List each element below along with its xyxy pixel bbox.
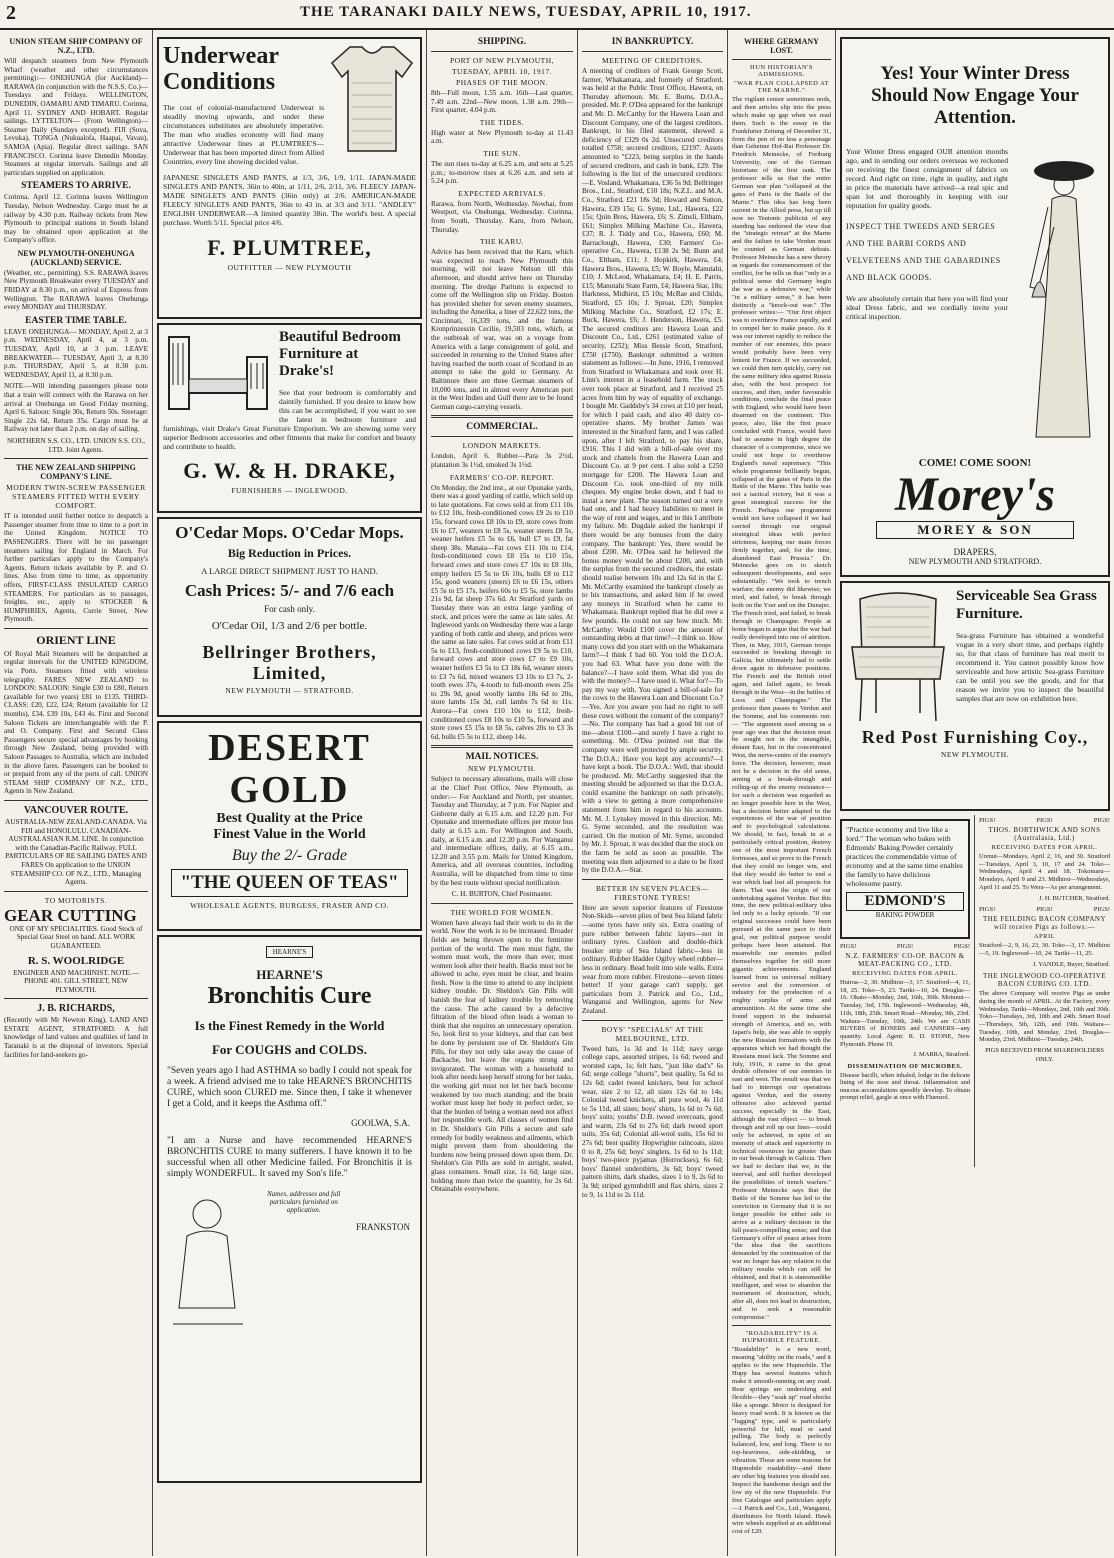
pigs-label: PIGS! [979,817,996,824]
dress-inspect: INSPECT THE TWEEDS AND SERGES AND THE BARBI CORDS AND VELVETEENS AND THE GABARDINES AND BLACK GOODS. [846,222,1001,282]
ocedar-sub: Big Reduction in Prices. [227,546,352,560]
easter-body: LEAVE ONEHUNGA— MONDAY, April 2, at 3 p.m. WEDNESDAY, April 4, at 3 p.m. TUESDAY, April 10, at 3 p.m. LEAVE BREAKWATER— TUESDAY, April 3, at 8.30 p.m. THURSDAY, April 5, at 8.30 p.m. WEDNESDAY, April 11, at 8.30 p.m. [4,327,148,379]
come-soon: COME! COME SOON! [918,457,1032,469]
bedroom-title: Beautiful Bedroom Furniture at Drake's! [279,329,401,379]
germany-sub: HUN HISTORIAN'S ADMISSIONS. [750,64,813,78]
divider [582,51,723,52]
column-germany-article [727,30,835,1556]
arrivals-body: Rarawa, from North, Wednesday. Nowhai, from Westport, via Onehunga, Wednesday. Corinna, from South, Thursday. Karu, from Nelson, Thursday. [431,199,573,234]
pigs-banner [979,906,1110,913]
meeting-heading: MEETING OF CREDITORS. [602,56,703,65]
women-heading: THE WORLD FOR WOMEN. [450,907,554,917]
vancouver-heading: VANCOUVER ROUTE. [23,804,129,816]
divider [431,51,573,52]
farmers-heading: FARMERS' CO-OP. REPORT. [449,472,555,482]
bankruptcy-body: A meeting of creditors of Frank George Scott, farmer, Whakamara, and formerly of Stratford, was held at the Public Trust Office, Hawera, on Thursday afternoon. Mr. E. Burns, D.O.A., presided. Mr. P. O'Dea appeared for the bankrupt and Mr. D. McCarthy for the Hawera Loan and Discount Company, one of the largest creditors. Bankrupt, in his filed statement, showed a deficiency of £329 0s 2d. Unsecured creditors totalled £758; secured creditors, £2197. Assets amounted to "£223, being surplus in the hands of secured creditors, and cash in bank, £29. The following is the list of the unsecured creditors:—E. Vosland, Whakamara, £36 5s 9d; Bellringer Bros., Ltd., Stratford, £10 18s; N.Z.L. and M.A. Co., Stratford, £21 18s 3d; Howard and Sutton, Hawera, £39 15s; G. Syme, Ltd., Hawera, £22 15s; Quin Bros, Hawera, £6; S. Zimsli, Eltham, £61; Simplex Milking Machine Co., Hawera, £37; R. J. Tiddy and Co., Hawera, £60; M. Barraclough, Hawera, £30; Farmers' Co-operative Co., Hawera, £138 2s 9d; Bunn and Co., Eltham, £11; J. Hopkirk, Hawera, £4; Hawera Bros., Hawera, £5; W. Boyle, Manutahi, £10; J. McLeod, Whakamara, £4; H. E. Parris, £15; Manutahi State Farm, £4; Hawera Star, 18s; Harkness, Midhirst, £5 10s; McRae and Childs, Stratford, £5 10s; J. Sproat, £20; Simplex Milking Machine Co., Stratford, £2 17s; E. Buck, Hawera, £6; J. Henderson, Hawera, £5. The secured creditors are: Hawera Loan and Discount Co., Ltd., £261 (estimated value of security, £252); Miss Bessie Scott, Stratford, £750 (£750). Bankrupt submitted a written statement as follows:—In June, 1916, I removed from Stratford to Whakamara and took over H. Linn's interest in a leasehold farm. The stock over took place at Stratford, and I received 25 acres from him by way of equality of exchange. I bought Mr. Gaddsby's 34 cows at £10 per head, for which I paid cash, and also 40 dairy co-operative shares. My brother James was interested in the Stratford farm, and I was called upon, after I left Stratford, to pay his share, £916. This I did with a bill-of-sale over my stock and chattels from the Hawera Loan and Discount Co. at 9 per cent. I also sold a £250 mortgage for £200. The Hawera Loan and Discount Co. took one-third of my milk cheques. My engine broke down, and I had to instal a new plant. The season turned out a very bad one, and I had heavy liabilities to meet in the way of rent and wages, and to this I attribute my failure. Mr. Dugdale asked the bankrupt if there would be any bonuses from the dairy company. The bankrupt: Yes, there would be about £200. Mr. O'Dea said he believed the bonus money would be about £200, and, with the surplus from the secured creditors, the estate should realise between 10s and 12s 6d in the £. Mr. McCarthy examined the bankrupt closely as to his transactions, and asked him if he owed any moneys in Stratford when he came to Whakamara. Bankrupt replied that he did owe a few pounds. He could not say how much. Mr. McCarthy: Would £100 cover the amount of outstanding debts at that time?—I think so. How many cows did you start with on the Whakamara farm?—I think I had 60. You told the D.O.A. you had 63. What have you done with the balance?—I have sold them. What did you do with the money?—I have used it. What for?—To pay my way with. You signed a bill-of-sale for the cows to the Hawera Loan and Discount Co.?—Yes. Are you aware you had no right to sell these cows without the consent of the company?—No. The company has had a good bit out of me—about £100—and surely I have a right to something. Mr. O'Dea pointed out that the company were well protected by ample security. The D.O.A.: Have you kept any accounts?—I have kept a book. The D.O.A.: Well, that should be produced. Mr. McCarthy suggested that the meeting should be adjourned so that the D.O.A. could examine the bankrupt on oath privately, with a view to getting a more comprehensive statement from him in regard to his accounts. Mr. M. J. Lynskey moved in this direction. Mr. G. Syme seconded, and the resolution was carried. On the motion of Mr. Syme, seconded by Mr. J. Sproat, it was decided that the stock on the farm be sold as soon as possible. The meeting was then adjourned to a date to be fixed by the D.O.A.—Star. [582,67,723,875]
karu-heading: THE KARU. [479,237,525,247]
woolridge-name: R. S. WOOLRIDGE [27,954,125,967]
drapers-location: NEW PLYMOUTH AND STRATFORD. [908,557,1042,566]
inglewood-signature: PIGS RECEIVED FROM SHAREHOLDERS ONLY. [985,1047,1104,1063]
hearne-coughs-colds: For COUGHS and COLDS. [211,1042,368,1057]
firestone-body: Here are seven superior features of Firestone Non-Skids—seven plies of best Sea Island fabric—some tyres have only six. Extra coating of pure rubber between fabric layers—not in ordinary tyres. Cushion and double-thick breaker strip of Sea Island fabric—less in ordinary. Rubber Hadder Ogilvy wheel rubber—less in ordinary. Bead built into side walls. Extra wear from more rubber. Firestone—seven times better! If your garage can't supply, get particulars from J. Patrick and Co., Ltd., Wanganui and Wellington, agents for New Zealand. [582,903,723,1015]
singlet-illustration-icon [328,43,416,155]
newspaper-title: THE TARANAKI DAILY NEWS, TUESDAY, APRIL 10, 1917. [300,4,752,20]
edmonds-body: "Practice economy and live like a lord." The woman who bakes with Edmonds' Baking Powder certainly practices the commendable virtue of economy and at the same time enables the family to have delicious wholesome pastry. [846,825,963,888]
drake-name: G. W. & H. DRAKE, [183,458,396,483]
sea-grass-advert [840,581,1110,811]
borthwick-heading: THOS. BORTHWICK AND SONS (Australasia, Ltd.) [988,826,1101,842]
divider [431,436,573,437]
desert-gold-agents: WHOLESALE AGENTS, BURGESS, FRASER AND CO. [190,901,389,910]
wicker-chair-illustration-icon [846,587,950,727]
orient-body: Of Royal Mail Steamers will be despatched at regular intervals for the UNITED KINGDOM, via Ports. Steamers fitted with wireless telegraphy. FARES NEW ZEALAND to LONDON: SALOON: Single £30 to £80, Return (available for two years) £81 to £135. THIRD-CLASS: £20, £22, £24; Return (available for 12 months), £34, £39 10s, £43 4s. First and Second Saloon Tickets are interchangeable with the P. and O. Company. First and Second Class Passengers secure special advantages by booking through New Zealand, being provided with Saloon Passages to Australia, which are included in the above fares. Passengers can be booked to or prepaid from any of the ports of call. UNION STEAM SHIP COMPANY OF N.Z., LTD., Agents in New Zealand. [4,649,148,796]
morey-son-banner: MOREY & SON [876,521,1074,539]
moon-heading: PHASES OF THE MOON. [456,78,548,87]
column-bankruptcy [577,30,727,1556]
feilding-signature: J. YANDLE, Buyer, Stratford. [1032,960,1110,968]
moon-body: 8th—Full moon, 1.55 a.m. 16th—Last quarter, 7.49 a.m. 22nd—New moon, 1.38 a.m. 29th—First quarter, 4.04 p.m. [431,89,573,115]
gear-cutting-body: ONE OF MY SPECIALITIES. Good Stock of Special Gear Steel on hand. ALL WORK GUARANTEED. [9,924,143,950]
desert-gold-line1: Best Quality at the Price [216,811,363,826]
divider [431,415,573,418]
inglewood-body: The above Company will receive Pigs as under during the month of APRIL. At the Factory, every Wednesday. Tariki—Mondays, 2nd, 16th and 30th. Toko—Tuesdays, 3rd, 10th and 24th. Smart Road—Thursdays, 5th, 12th, and 19th. Waitara—Tuesday, 10th, and Monday, 23rd. Douglas—Monday, 23rd. Midhirst—Tuesday, 24th. [979,990,1110,1044]
desert-gold-advert [157,721,422,931]
bellringer-sub: NEW PLYMOUTH — STRATFORD. [225,686,354,695]
richards-body: (Recently with Mr Newton King), LAND AND ESTATE AGENT, STRATFORD. A full knowledge of land values and qualities of land in Taranaki is at the disposal of investors. Special facilities for land-seekers go- [4,1016,148,1059]
divider [4,800,148,801]
motorists-heading: TO MOTORISTS. [44,895,108,905]
pigs-label: PIGS! [1036,906,1053,914]
masthead [0,0,1114,30]
mail-heading: MAIL NOTICES. [465,752,539,763]
np-service-heading: NEW PLYMOUTH-ONEHUNGA (AUCKLAND) SERVICE. [17,248,135,267]
hearne-name: HEARNE'S [256,967,323,982]
orient-heading: ORIENT LINE [36,632,116,647]
ocedar-cash-only: For cash only. [264,604,315,614]
column-right-advertisements [835,30,1114,1556]
gear-cutting-heading: GEAR CUTTING [4,905,137,925]
london-body: London, April 6. Rubber—Para 3s 2½d, plantation 3s 1½d, smoked 3s 1½d. [431,452,573,469]
hearne-location-2: FRANKSTON [356,1222,410,1232]
borthwick-sub: RECEIVING DATES FOR APRIL. [991,844,1098,851]
dress-note: We are absolutely certain that here you will find your ideal Dress fabric, and we cordially invite your critical inspection. [846,294,1008,321]
divider [431,745,573,748]
karu-body: Advice has been received that the Karu, which was expected to reach New Plymouth this morning, will not leave Nelson till this afternoon, and should arrive here on Thursday morning. The dredge Paritutu is expected to come off the Wellington slip on Friday. Boston has provided shelter for seven enemy steamers, including the Amerika, a liner of 22,622 tons, the Cincinnati, 16,339 tons, and the famous Kronprinzessin Cecilie, 19,503 tons, which, at the outbreak of war, was on a voyage from America with a large consignment of gold, and succeeded in returning to the United States after having reached the north coast of Scotland in an attempt to take the gold to Germany. At Baltimore there are three German steamers of 10,000 tons, and in almost every American port in the West Indies and Gulf there are to be found German cargo-carrying vessels. [431,248,573,411]
borthwick-body: Urenui—Mondays, April 2, 16, and 30. Stratford—Tuesdays, April 3, 10, 17 and 24. Toko—Wednesdays, April 4 and 18. Tokomaru—Mondays, April 9 and 23. Midhirst—Wednesdays, April 11 and 25. To Wera—As per arrangement. [979,853,1110,891]
germany-heading: WHERE GERMANY LOST. [744,37,819,55]
pigs-label: PIGS! [1093,817,1110,824]
mail-new-plymouth: NEW PLYMOUTH. [467,764,537,774]
desert-gold-line2: Finest Value in the World [213,827,366,842]
vancouver-body: AUSTRALIA-NEW ZEALAND-CANADA. Via FIJI and HONOLULU. CANADIAN-AUSTRALASIAN R.M. LINE. In conjunction with the Canadian-Pacific Railway. FULL PARTICULARS OF RE SAILING DATES AND FARES On application to the UNION STEAMSHIP CO. OF N.Z., LTD., Managing Agents. [5,817,147,887]
red-post-name: Red Post Furnishing Coy., [861,727,1089,747]
drake-furniture-advert [157,323,422,513]
ocedar-cash-prices: Cash Prices: 5/- and 7/6 each [184,581,395,600]
nzfcb-heading: N.Z. FARMERS' CO-OP. BACON & MEAT-PACKING CO., LTD. [845,952,965,968]
red-post-location: NEW PLYMOUTH. [940,750,1010,759]
ocedar-shipment: A LARGE DIRECT SHIPMENT JUST TO HAND. [201,566,378,576]
easter-heading: EASTER TIME TABLE. [25,315,127,326]
arrive-heading: STEAMERS TO ARRIVE. [21,181,131,192]
bed-illustration-icon [163,329,273,415]
underwear-advert [157,37,422,319]
divider [4,458,148,459]
mail-signature: C. H. BURTON, Chief Postmaster. [451,890,553,899]
firestone-heading: BETTER IN SEVEN PLACES—FIRESTONE TYRES! [596,883,709,902]
divider [582,879,723,880]
tides-body: High water at New Plymouth to-day at 11.43 a.m. [431,128,573,146]
hearne-testimonial-1: "Seven years ago I had ASTHMA so badly I could not speak for a week. A friend advised me to take HEARNE'S BRONCHITIS CURE, which soon CURED me. Since then, I take it whenever I get a Cold, and it keeps the Asthma off." [167,1066,412,1109]
sun-heading: THE SUN. [483,148,521,158]
bellringer-name: Bellringer Brothers, Limited, [202,642,377,683]
nzsc-sub: MODERN TWIN-SCREW PASSENGER STEAMERS FITTED WITH EVERY COMFORT. [6,483,146,511]
mail-body: Subject to necessary alterations, mails will close at the Chief Post Office, New Plymouth, as under:— For Auckland and North, per steamer, Tuesday and Thursday, at 7 p.m. For Napier and Gisborne daily at 6.15 a.m. and 12.20 p.m. For Opunake and intermediate offices per motor bus daily at 6.15 a.m. For Wellington and South, daily, at 6.15 a.m. and 12.20 p.m. For Wanganui and intermediate offices, daily, at 6.15 a.m., 12.20 and 3.55 p.m. Mails for United Kingdom, America, and all overseas countries, including Australia, will be dispatched from time to time by the best route without special notification. [431,775,573,887]
dress-title: Yes! Your Winter Dress Should Now Engage Your Attention. [871,63,1079,128]
nzfcb-signature: J. MARRA, Stratford. [913,1051,971,1059]
sea-grass-body: Sea-grass Furniture has obtained a wonderful vogue in a very short time, and perhaps rightly so, for that class of furniture has real merit to recommend it. You cannot possibly know how serviceable and how artistic Sea-grass Furniture can be until you see the goods, and for that reason we invite you to inspect the beautiful samples that are now on exhibition here. [956,630,1104,703]
hearne-tag: HEARNE'S [266,946,314,958]
divider [431,903,573,904]
port-heading: PORT OF NEW PLYMOUTH, [449,56,555,65]
sea-grass-title: Serviceable Sea Grass Furniture. [956,588,1097,622]
inglewood-heading: THE INGLEWOOD CO-OPERATIVE BACON CURING CO. LTD. [982,972,1107,989]
ussc-body: Will despatch steamers from New Plymouth Wharf (weather and other circumstances permitting):— ONEHUNGA (for Auckland)— RARAWA (in conjunction with the N.S.S. Co.)—Tuesdays and Fridays. WELLINGTON, DUNEDIN, OAMARU AND TIMARU. Corinna, April 11. SYDNEY AND HOBART. Regular sailings. LYTTELTON— (From Wellington)— Steamer Daily (Sundays excepted). FIJI (Suva, Levuka), TONGA (Nukualofa, Haapai, Vavau), SAMOA (Apia). Regular direct sailings. SAN FRANCISCO. Corinna leave Dunedin Monday. Steamers at regular intervals. Sailings and all particulars supplied on application. [4,57,148,177]
plumtree-sub: OUTFITTER — NEW PLYMOUTH [227,262,352,272]
commercial-heading: COMMERCIAL. [466,422,538,433]
woolridge-body: ENGINEER AND MACHINIST. NOTE.—PHONE 401. GILL STREET, NEW PLYMOUTH. [13,968,139,994]
microbes-heading: DISSEMINATION OF MICROBES. [847,1062,963,1070]
divider [4,998,148,999]
edmonds-sub: BAKING POWDER [875,911,935,919]
pigs-label: PIGS! [896,943,914,950]
divider [582,1020,723,1021]
bedroom-body: See that your bedroom is comfortably and daintily furnished. If you desire to know how this can be accomplished, if you want to see the latest in bedroom furniture and furnishings, visit Drake's Great Furniture Emporium. We are showing some very superior Bedroom accessories and other fitments that make for comfort and beauty and contribute to health. [163,387,416,451]
farmers-body: On Monday, the 2nd inst., at our Opunake yards, there was a good yarding of cattle, which sold up to late quotations. Fat cows sold at from £11 10s to £12 10s, fresh-conditioned cows £9 2s to £10 15s, forward cows £8 10s to £9, store cows from £6 to £7, weaners to £8 5s, weaner steers £8 5s, weaner heifers £5 5s to £6, bull £7 to £9, fat sheep 38s. Manaia—Fat cows £11 10s to £14, fresh-conditioned cows £8 15s to £10 15s, forward cows and store cows £7 10s to £8 10s, empty heifers £5 5s to £6 10s, bulls £8 to £12 15s, good weaners (steers) £6 to £6 15s, others £5 5s to £5 17s, heifers 60s to £5 5s, store lambs 21s 9d, fat sheep 37s 6d. At Stratford yards on Tuesday there was an extra large yarding of stock, and prices were the same as late sales. At Inglewood yards on Wednesday there was a large yarding of both cattle and sheep, and prices were the same as late sales. Fat cows sold at from £11 5s to £13, fresh-conditioned cows £9 5s to £10, forward cows and store cows £7 to £9 10s, weaner heifers £3 5s to £3 18s 6d, weaner steers to £3 7s 6d, mixed weaners £3 10s to £3 7s, 2-tooth ewes 37s, 4-tooth to full-mouth ewes 25s to 29s 9d, good woolly lambs 18s 6d to 20s, store lambs 15s 3d, cull lambs 7s 6d to 11s. Aurora—Fat cows £10 10s to £12, fresh-conditioned cows £8 10s to £10 5s, forward and store cows £5 15s to £8 5s, calves 20s to £3 3s 6d, bulls £5 5s to £12, sheep 14s. [431,483,573,741]
feilding-sub: APRIL [1033,933,1056,941]
roadability-body: "Roadability" is a new word, meaning "ability on the roads," and it applies to the new Hupmobile. The Hupp has several features which make it smooth-running on any road. Rear springs are underslung and flexible—they "soak up" road shocks like a sponge. Motor is designed for heavy road work. It is known as the "lugging" type, and is particularly powerful for hill, mud or sand pulling. The body is perfectly balanced, low, and long. There is no top-heaviness, side-skidding, or vibration. These are some reasons for Hupmobile roadability—and there are other big features you should see. Inspect the handsome design and the low sty of the new Hupmobile. For free Catalogue and particulars apply—J. Patrick and Co., Ltd., Wanganui, distributors for North Island. Hawk wire wheels supplied at an additional cost of £20. [732,1346,831,1536]
nzfcb-sub: RECEIVING DATES FOR APRIL. [852,970,958,977]
divider [4,628,148,629]
underwear-items: JAPANESE SINGLETS AND PANTS, at 1/3, 3/6, 1/9, 1/11. JAPAN-MADE SINGLETS AND PANTS, 36in to 40in, at 1/11, 2/6, 2/11, 3/6. FLEECY JAPAN-MADE SINGLETS AND PANTS (36in only) at 2/6. AMERICAN-MADE FLEECY SINGLETS AND PANTS, 36in to 43 in. at 3/3 and 3/11. "ANDLEY" ENGLISH UNDERWEAR—A limited quantity 38in. The world's best. A special purchase. Worth 5/11. Special price 4/6. [163,173,416,227]
desert-gold-line3: Buy the 2/- Grade [231,847,348,864]
divider [4,891,148,892]
pigs-banner [840,943,970,950]
drake-sub: FURNISHERS — INGLEWOOD. [231,486,348,495]
divider [732,1325,831,1326]
divider [732,59,831,60]
ocedar-advert [157,517,422,717]
nzsc-body: IT is intended until further notice to despatch a Passenger steamer from time to time to a port in the United Kingdom. NOTICE TO PASSENGERS. There will be no passenger steamers sailing for England in March. For further particulars apply to the Company's Agents. Return tickets available by P. and O. lines. Also from time to time, as opportunity offers, FIRST-CLASS INSULATED CARGO STEAMERS. For particulars as to passages, freights, etc., apply to STOCKER & HUMPHRIES, Agents, Currie Street, New Plymouth. [4,512,148,624]
germany-sub2: "WAR PLAN COLLAPSED AT THE MARNE." [733,80,830,94]
hearne-sub: Is the Finest Remedy in the World [194,1018,385,1033]
dress-body: Your Winter Dress engaged OUR attention months ago, and in sending our orders overseas we reckoned on receiving the finest consignment of fabrics on record. And right on time, right in quality, and right in price the materials have arrived—a real spic and span lot and thoroughly in keeping with our reputation for quality goods. [846,147,1008,210]
pigs-label: PIGS! [1093,906,1110,914]
desert-gold-line4: "THE QUEEN OF TEAS" [171,869,408,897]
feilding-body: Stratford—2, 9, 16, 23, 30. Toko—3, 17. Midhirst—5, 19. Inglewood—10, 24. Tariki—11, 25. [979,942,1110,957]
underwear-body: The cost of colonial-manufactured Underwear is steadily moving upwards, and under these circumstances substitutes are absolutely imperative. The man who studies economy will find many attractive Underwear lines at PLUMTREE'S—Underwear that has been imported direct from Allied Countries, every line showing decided value. [163,102,324,166]
pigs-label: PIGS! [1036,817,1053,824]
column-advertisements [152,30,426,1556]
pigs-label: PIGS! [979,906,996,914]
woman-figure-illustration-icon [1012,147,1104,457]
hearne-note: Names, addresses and full particulars furnished on application. [267,1190,341,1214]
tides-heading: THE TIDES. [479,117,525,127]
column-shipping-commercial [426,30,577,1556]
sun-body: The sun rises to-day at 6.25 a.m. and sets at 5.25 p.m.; to-morrow rises at 6.26 a.m. and sets at 5.24 p.m. [431,159,573,186]
london-heading: LONDON MARKETS. [462,441,542,451]
bankruptcy-heading: IN BANKRUPTCY. [611,37,694,47]
richards-name: J. B. RICHARDS, [37,1003,115,1015]
borthwick-signature: J. H. BUTCHER, Stratford. [1039,894,1110,902]
pigs-label: PIGS! [840,943,857,950]
lower-right-ads [974,815,1110,1167]
note-body: NOTE.—Will intending passengers please note that a train will connect with the Rarawa on her arrival at Onehunga on Good Friday morning, April 6. Saloon: Single 30s, Return 50s. Steerage: Single 22s 6d, Return 35s. Cargo must be at Railway not later than 2 p.m. on day of sailing. [4,382,148,434]
boys-body: Tweed hats, 1s 3d and 1s 11d; navy serge college caps, assorted stripes, 1s 6d; tweed and worsted caps, 1s; felt hats, "just like dad's" 6s 6d; serge college "shorts", best quality, 5s 6d to 12s 6d; cadet tweed knickers, best for school wear, size 2 to 12, all sizes 12s 6d to 14s; Colonial tweed knickers, all pure wool, 4s 11d to 5s 11d, all sizes; boys' shirts, 1s 6d to 7s 6d; boys' suits; youths' D.B. tweed overcoats, good and warm, 23s 6d to 27s 6d; dark tweed sport suits, 35s 6d; Colonial all-wool suits, 15s 6d to 27s 6d; best quality Hopwrighte raincoats, sizes 0 to 8, 25s 6d; boys' singlets, 1s 6d to 1s 11d; boys' two-piece pyjamas (Horrockses), 6s 6d; boys' flannel undershirts, 3s 6d; boys' tweed pattern shirts, dark shades, sizes 1 to 9, 2s 6d to 3s 9d; striped gymnbdrill and flax shirts, sizes 2 to 9, 1s 11d to 2s 11d. [582,1044,723,1199]
hearne-location-1: GOOLWA, S.A. [351,1118,410,1128]
arrive-body: Corinna, April 12. Corinna leaves Wellington Tuesday, Nelson Wednesday. Cargo must be at railway by 4.30 p.m. Railway tickets from New Plymouth to principal stations in South Island may be obtained upon application at the Company's office. [4,193,148,245]
northern-agents: NORTHERN S.S. CO., LTD. UNION S.S. CO., LTD. Joint Agents. [6,436,146,454]
edmonds-logo: EDMOND'S [846,892,964,911]
winter-dress-advert [840,37,1110,577]
boys-heading: BOYS' "SPECIALS" AT THE MELBOURNE, LTD. [601,1024,704,1043]
feilding-heading: THE FEILDING BACON COMPANY will receive Pigs as follows:— [983,915,1106,932]
underwear-title: Underwear Conditions [163,43,279,95]
arrivals-heading: EXPECTED ARRIVALS. [458,188,546,198]
port-date: TUESDAY, APRIL 10, 1917. [451,67,553,76]
shipping-heading: SHIPPING. [477,37,527,47]
hearne-testimonial-2: "I am a Nurse and have recommended HEARNE'S BRONCHITIS CURE to many sufferers. I have known it to be successful when all other Medicine failed. For Bronchitis it is simply WONDERFUL. It saved my Son's life." [167,1136,412,1179]
microbes-body: Disease bacilli, when inhaled, lodge in the delicate lining of the nose and throat. Inflammation and mucous accumulations speedily develop. To obtain prompt relief, gargle at once with Fluenzol. [840,1071,971,1102]
hearne-advert [157,935,422,1483]
page-number: 2 [6,2,16,24]
ussc-heading: UNION STEAM SHIP COMPANY OF N.Z., LTD. [9,37,143,55]
desert-gold-title: DESERT GOLD [208,727,371,811]
pigs-label: PIGS! [953,943,971,950]
nzfcb-body: Huiroa—2, 30. Midhirst—3, 17. Stratford—4, 11, 18, 25. Toko—5, 23. Tariki—10, 24. Douglas—16. Okato—Monday, 2nd, 16th, 30th. Motunui—Tuesday, 3rd, 17th. Inglewood—Wednesday, 4th, 11th, 18th, 25th. Smart Road—Monday, 9th, 23rd. Waitara—Tuesday, 10th, 24th. We are CASH BUYERS of BONERS and CANNERS—any quantity. Local Agent: R. D. STONE, New Plymouth. Phone 19. [840,979,971,1048]
ocedar-title: O'Cedar Mops. O'Cedar Mops. [175,523,404,542]
pigs-banner [979,817,1110,824]
ocedar-oil: O'Cedar Oil, 1/3 and 2/6 per bottle. [211,620,368,632]
nzsc-heading: THE NEW ZEALAND SHIPPING COMPANY'S LINE. [16,463,136,482]
edmonds-advert [840,819,970,939]
women-body: Women have always had their work to do in the world. Now the work is to be increased. Broader fields are being thrown open to the feminine portion of the world. The men must fight, the women must work, the more than ever, must women look after their health. Backs must not be allowed to ache, eyes must be clear, and brains fresh. Now is the time to attend to any incipient kidney trouble. Dr. Sheldon's Gin Pills will banish the fear of kidney trouble by removing the cause. The ache caused by a defective filtration of the blood often leads a woman to think that she requires an unnecessary operation. So, look first to your kidneys, and that can best be done by persistent use of Dr. Sheldon's Gin Pills, for they not only take away the cause of Backache, but leave the organs strong and invigorated. The woman with a household to look after needs keep herself strong for her tasks, the working girl must not let her back become weakened by too much standing; and the brain worker must keep her body in perfect order, so that the burden of being a woman need not affect her responsible work. All classes of women find in Dr. Sheldon's Gin Pills a secure and safe remedy for bodily weakness and ailments, which might prevent them from shouldering the burdens now being pressed down upon them. Dr. Sheldon's Gin Pills are sold in airtight, sealed, glass containers. Small size, 1s 6d; large size, holding more than twice the quantity, for 2s 6d. Obtainable everywhere. [431,918,573,1194]
lower-ad-grid [840,815,1110,1167]
hearne-title: Bronchitis Cure [207,983,372,1009]
germany-body: The vigilant censor sometimes nods, and then articles slip into the press which make up gap when we read them. Such is the essay in the Frankfurter Zeitung of December 31, from the pen of no less a personage than Geheime Hof-Rat Professor Dr. Friedrich Meinecke, of Freiburg University, one of the German historians of the first rank. The professor tells us that the entire German war plan "collapsed at the gates of Paris in the Battle of the Marne." This idea has long been current in the Allied press, but up till now no Teutonic publicist of any standing has endorsed the view that the "strategic retreat" at the Marne and the failure to take Verdun must be counted as German defeats. Professor Meinecke has a new theory as regards the commencement of the conflict, for he tells us that "only in a political sense did Germany begin the war as a defensive war," while "in a military sense," it has been distinctly a "knock-out war." The professor writes:— "Our first object was to overthrow France rapidly, and to compel her to make peace. As it was our interest rapidly to reduce the number of our enemies, this peace would probably have been very lenient for France. If we succeeded, we could then turn quickly, carry out the same military idea against Russia also, with the best prospect for success, and then, under favourable conditions, conclude the final peace with England, who would have been disarmed on the continent. This peace, also, like the first peace concluded with France, would have had to assume in high degree the character of a compromise, since we could not hope to overthrow England's naval supremacy. "This whole programme brilliantly begun, collapsed at the gates of Paris in the Battle of the Marne. This battle was not a tactical victory, but it was a great strategical success for the French. Perhaps our programme would not have collapsed if we had carried through our original strategical ideas with perfect strictness, keeping our main forces firmly together, and, for the time, abandoned East Prussia." Dr. Meinecke goes on to sketch subsequent developments, and says substantially: "We took to trench warfare; the enemy did likewise; we tried, and failed, to break through both on the Yser and on the Dunajec. The French tried, and failed, to break through in Champagne. People at home began to argue that the war had really developed into one of attrition. Then, in May, 1915, German troops succeeded in breaking through in Galicia, but ultimately had to settle down again in defensive positions. The French and the British tried again, and failed again, to break through in the West—in the battles of Loos and Champagne." The professor then passes to Verdun and the Somme, and his comments run:— "The argument used among us a year ago was that the decision must be sought not in the intangible, distant East, but in the concentrated West, the nerve-centre of the enemy's force. The decision, however, must not be a decision in the old sense, aiming at a break-through and rolling-up of the enemy resistance—for such a decision was regarded as no longer possible here in the West, but a decision better adapted to the experiences of the war of position and to psychological calculations. We should, in fact, break in at a particularly critical position, destroy one of the most important French fortresses, and so prove to the French that they could no longer win, and that they would do better to end a war which had lost all prospects for them. That was the origin of our undertaking against Verdun. But this time, the new political-military idea led only to a lucky episode. "If our original successes could have been pursued at the same pace to their goal, our political purpose would perhaps have been attained. But meanwhile our enemies pulled themselves together for still more gigantic achievements. England learned from us universal military service and the conversion of industry for the production of a mighty surplus of arms and ammunition. At the same time she found support in the industrial strength of America, and so, with Japan's help, she was able to supply the new Russian formations with the apparatus which we had thought the Russians must lack. The Somme and July, 1916, it came to the great double offensive of our enemies in east and west. The result was that we had to interrupt our operations against Verdun, and the enemy offensive also achieved partial success, especially in the East, although the vast object — to break through and roll up our lines—could only be achieved, in spite of an intensity of attack and superiority in technical resources far greater than in our break through in Galicia. Then we had to declare that we, in the interval, and still further developed the possibilities of trench warfare." Professor Meinecke says that the Battle of the Somme has led to the conviction in Germany that it is no longer possible for either side to arrive at a military decision in the full peace-compelling sense; and that Germany's offer of peace arises from "the idea that the sacrifices demanded by the continuation of the war no longer has any relation to the military results which can still be obtained, and that it is statesmanlike intelligent, and wise to abandon the instrument of destruction, which, after all, does not lead to destruction, and to seek a reasonable compromise." [732,96,831,1321]
drapers-label: DRAPERS, [953,547,997,557]
column-shipping-notices [0,30,152,1556]
roadability-heading: "ROADABILITY" IS A HUPMOBILE FEATURE. [742,1330,821,1345]
np-service-body: (Weather, etc., permitting). S.S. RARAWA leaves New Plymouth Breakwater every TUESDAY and FRIDAY at 8.30 p.m., on arrival of Express from Wellington. The RARAWA leaves Onehunga every MONDAY and THURSDAY. [4,268,148,312]
moreys-logo: Morey's [895,468,1055,521]
lower-left-ads [840,815,970,1167]
seated-figure-illustration-icon [163,1188,253,1328]
plumtree-name: F. PLUMTREE, [207,234,372,260]
